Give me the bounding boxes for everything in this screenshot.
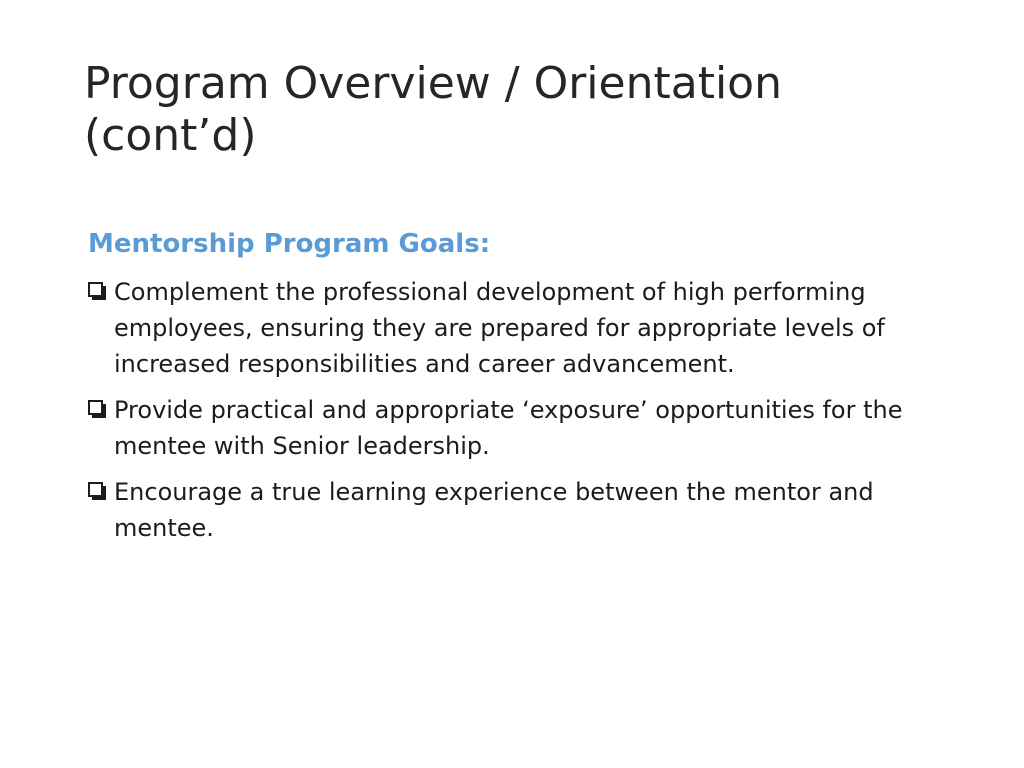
goals-subheading: Mentorship Program Goals: <box>88 229 491 259</box>
goal-item-2 <box>88 392 948 464</box>
goal-item-3 <box>88 474 948 546</box>
goal-text-2: Provide practical and appropriate ‘exposure’ opportunities for the mentee with Senior leadership. <box>114 396 903 460</box>
goals-list <box>88 274 948 546</box>
slide-body <box>88 224 948 556</box>
slide-title-line-1: Program Overview / Orientation <box>84 58 782 109</box>
goal-text-1: Complement the professional development of high performing employees, ensuring they are prepared for appropriate levels of increased responsibilities and career advancement. <box>114 278 885 378</box>
checkbox-icon <box>88 482 103 497</box>
slide-title <box>84 58 964 162</box>
checkbox-icon <box>88 282 103 297</box>
checkbox-icon <box>88 400 103 415</box>
slide-title-line-2: (cont’d) <box>84 110 257 161</box>
goal-text-3: Encourage a true learning experience between the mentor and mentee. <box>114 478 874 542</box>
goal-item-1 <box>88 274 948 382</box>
